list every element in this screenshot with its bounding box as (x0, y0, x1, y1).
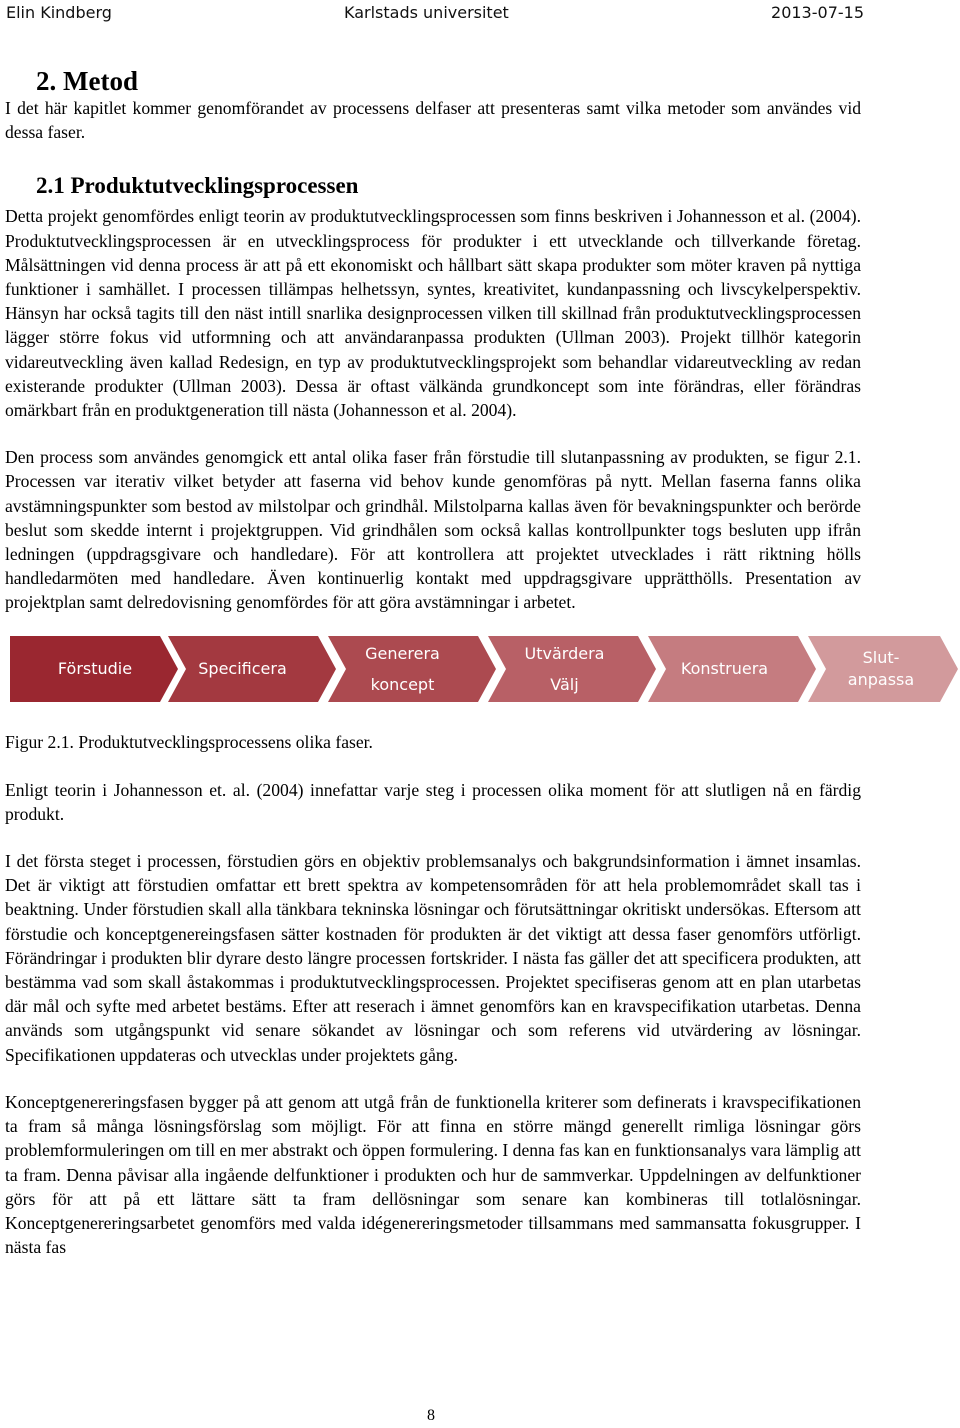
paragraph-3: Enligt teorin i Johannesson et. al. (2004) innefattar varje steg i processen olika moment för att slutligen nå en färdig produkt. (5, 779, 861, 824)
step-label-specificera: Specificera (198, 659, 287, 679)
header-date: 2013-07-15 (771, 3, 864, 22)
header-university: Karlstads universitet (344, 3, 509, 22)
step-label-utvardera-valj: Utvärdera Välj (524, 643, 605, 694)
step-label-slutanpassa: Slut- anpassa (847, 647, 915, 689)
subsection-title: 2.1 Produktutvecklingsprocessen (36, 173, 359, 199)
document-body (5, 66, 915, 1259)
step-label-konstruera: Konstruera (680, 659, 769, 679)
figure-caption: Figur 2.1. Produktutvecklingsprocessens olika faser. (5, 731, 373, 752)
section-title: 2. Metod (36, 66, 138, 96)
page-number: 8 (427, 1407, 435, 1424)
paragraph-5: Konceptgenereringsfasen bygger på att genom att utgå från de funktionella kriterer som definerats i kravspecifikationen ta fram så många lösningsförslag som möjligt. För att finna en större mängd generellt rimliga lösningar görs problemformuleringen om till en mer abstrakt och öppen formulering. I denna fas kan en funktionsanalys vara lämplig att ta fram. Denna påvisar alla ingående delfunktioner i produkten och hur de sammverkar. Uppdelningen av delfunktioner görs för att på ett lättare sätt ta fram dellösningar som senare kan kombineras till totlalösningar. Konceptgenereringsarbetet genomförs med valda idégenereringsmetoder tillsammans med sammansatta fokusgrupper. I nästa fas (5, 1091, 861, 1258)
page-header (0, 0, 960, 30)
process-diagram (10, 636, 960, 702)
paragraph-2: Den process som användes genomgick ett antal olika faser från förstudie till slutanpassning av produkten, se figur 2.1. Processen var iterativ vilket betyder att faserna vid behov kunde genomföras på nytt. Mellan faserna fanns olika avstämningspunkter som bestod av milstolpar och grindhål. Milstolparna kallas även för bevakningspunkter och berörde beslut som skedde internt i projektgruppen. Vid grindhålen som också kallas kontrollpunkter togs besluten upp ifrån ledningen (uppdragsgivare och handledare). För att kontrollera att projektet utvecklades i rätt riktning hölls handledarmöten med handledare. Även kontinuerlig kontakt med uppdragsgivare upprätthölls. Presentation av projektplan samt delredovisning genomfördes för att göra avstämningar i arbetet. (5, 447, 861, 613)
header-author: Elin Kindberg (6, 3, 112, 22)
section-intro: I det här kapitlet kommer genomförandet av processens delfaser att presenteras samt vilka metoder som användes vid dessa faser. (5, 98, 861, 143)
paragraph-4: I det första steget i processen, förstudien görs en objektiv problemsanalys och bakgrundsinformation i ämnet insamlas. Det är viktigt att förstudien omfattar ett brett spektra av kompetensområden för att hela problemområdet skall tas i beaktning. Under förstudien skall alla tänkbara tekninska lösningar och förutsättningar okritiskt undersökas. Eftersom att förstudie och konceptgenereingsfasen sätter kostnaden för produkten är det viktigt att dessa faser genomförs utförligt. Förändringar i produkten blir dyrare desto längre processen fortskrider. I nästa fas gäller det att specificera produkten, att bestämma vad som skall åstakommas i produktutvecklingsprocessen. Projektet specifiseras genom att en plan utarbetas där mål och syfte med arbetet bestäms. Efter att reserach i ämnet genomförs kan en kravspecifikation utarbetas. Denna används som utgångspunkt vid senare sökandet av lösningar och som referens vid utvärdering av lösningar. Specifikationen uppdateras och utvecklas under projektets gång. (5, 851, 861, 1065)
paragraph-1: Detta projekt genomfördes enligt teorin av produktutvecklingsprocessen som finns beskriven i Johannesson et al. (2004). Produktutvecklingsprocessen är en utvecklingsprocess för produkter i ett utvecklande och tillverkande företag. Målsättningen vid denna process är att på ett ekonomiskt och hållbart sätt skapa produkter som möter kraven på nyttiga funktioner i samhället. I processen tillämpas helhetssyn, syntes, kreativitet, kundanpassning och livscykelperspektiv. Hänsyn har också tagits till den näst intill snarlika designprocessen vilken till skillnad från produktutvecklingsprocessen lägger större fokus vid utformning och att användaranpassa produkten (Ullman 2003). Projekt tillhör kategorin vidareutveckling även kallad Redesign, en typ av produktutvecklingsprojekt som behandlar vidareutveckling av redan existerande produkter (Ullman 2003). Dessa är oftast välkända grundkoncept som inte förändras, eller förändras omärkbart från en produktgeneration till nästa (Johannesson et al. 2004). (5, 206, 861, 421)
step-label-forstudie: Förstudie (57, 659, 133, 679)
step-label-generera-koncept: Generera koncept (365, 643, 440, 694)
